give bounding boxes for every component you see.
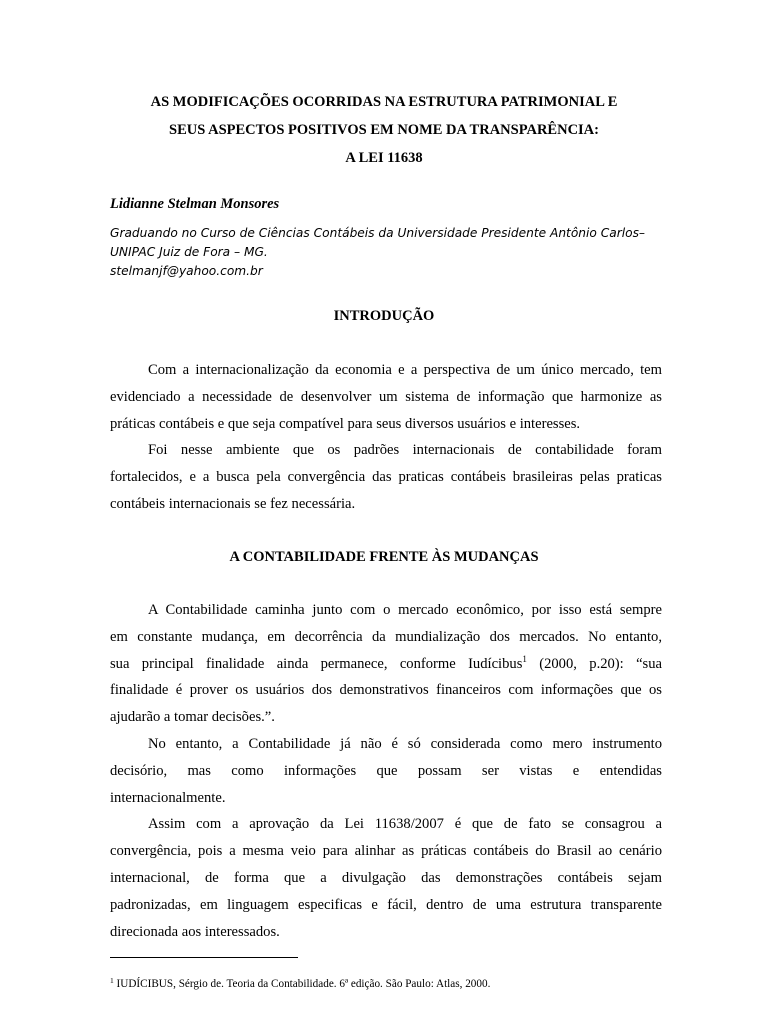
footnote-divider — [110, 957, 298, 958]
changes-p1-line-1: A Contabilidade caminha junto com o mercado econômico, por isso está sempre — [148, 602, 662, 618]
intro-p2-line-2: fortalecidos, e a busca pela convergência das praticas contábeis brasileiras pelas praticas — [110, 469, 662, 486]
document-title — [110, 88, 658, 172]
changes-p1-line-3-text: sua principal finalidade ainda permanece, conforme Iudícibus — [110, 655, 523, 672]
intro-p2-line-3: contábeis internacionais se fez necessária. — [110, 495, 356, 512]
footnote-reference: 1 — [522, 653, 527, 664]
changes-p1-line-4: finalidade é prover os usuários dos demonstrativos financeiros com informações que os — [110, 682, 662, 699]
changes-p3-line-5: direcionada aos interessados. — [110, 923, 280, 940]
changes-p2-line-1: No entanto, a Contabilidade já não é só considerada como mero instrumento — [148, 735, 662, 752]
affiliation-line-1: Graduando no Curso de Ciências Contábeis da Universidade Presidente Antônio Carlos– — [110, 226, 646, 240]
changes-p3-line-4: padronizadas, em linguagem especificas e fácil, dentro de uma estrutura transparente — [110, 896, 662, 913]
title-line-2: SEUS ASPECTOS POSITIVOS EM NOME DA TRANSPARÊNCIA: — [169, 122, 599, 138]
changes-p2-line-2: decisório, mas como informações que possam ser vistas e entendidas — [110, 762, 662, 779]
changes-p1-line-3 — [110, 651, 662, 678]
footnote — [110, 978, 490, 990]
intro-p1-line-2: evidenciado a necessidade de desenvolver um sistema de informação que harmonize as — [110, 388, 662, 405]
changes-body — [110, 597, 662, 945]
title-line-1: AS MODIFICAÇÕES OCORRIDAS NA ESTRUTURA PATRIMONIAL E — [150, 94, 618, 110]
title-line-3: A LEI 11638 — [345, 150, 423, 166]
changes-p2-line-3: internacionalmente. — [110, 789, 226, 806]
intro-p1-line-3: práticas contábeis e que seja compatível para seus diversos usuários e interesses. — [110, 415, 581, 432]
changes-p1-line-3-tail: (2000, p.20): “sua — [526, 655, 662, 672]
changes-p3-line-1: Assim com a aprovação da Lei 11638/2007 é que de fato se consagrou a — [148, 816, 662, 833]
changes-p3-line-3: internacional, de forma que a divulgação das demonstrações contábeis sejam — [110, 869, 662, 886]
affiliation-line-2: UNIPAC Juiz de Fora – MG. — [110, 245, 268, 259]
footnote-text: IUDÍCIBUS, Sérgio de. Teoria da Contabilidade. 6ª edição. São Paulo: Atlas, 2000. — [113, 978, 491, 990]
intro-body — [110, 357, 662, 518]
footnote-marker: 1 — [110, 976, 114, 985]
changes-p1-line-2: em constante mudança, em decorrência da mundialização dos mercados. No entanto, — [110, 628, 662, 645]
author-email: stelmanjf@yahoo.com.br — [110, 264, 263, 278]
author-name: Lidianne Stelman Monsores — [110, 196, 280, 212]
intro-heading: INTRODUÇÃO — [333, 308, 435, 324]
changes-p3-line-2: convergência, pois a mesma veio para alinhar as práticas contábeis do Brasil ao cenário — [110, 843, 662, 860]
changes-p1-line-5: ajudarão a tomar decisões.”. — [110, 709, 275, 726]
intro-p1-line-1: Com a internacionalização da economia e a perspectiva de um único mercado, tem — [148, 362, 662, 378]
intro-p2-line-1: Foi nesse ambiente que os padrões internacionais de contabilidade foram — [148, 442, 662, 459]
changes-heading: A CONTABILIDADE FRENTE ÀS MUDANÇAS — [229, 549, 539, 565]
author-affiliation — [110, 224, 645, 281]
